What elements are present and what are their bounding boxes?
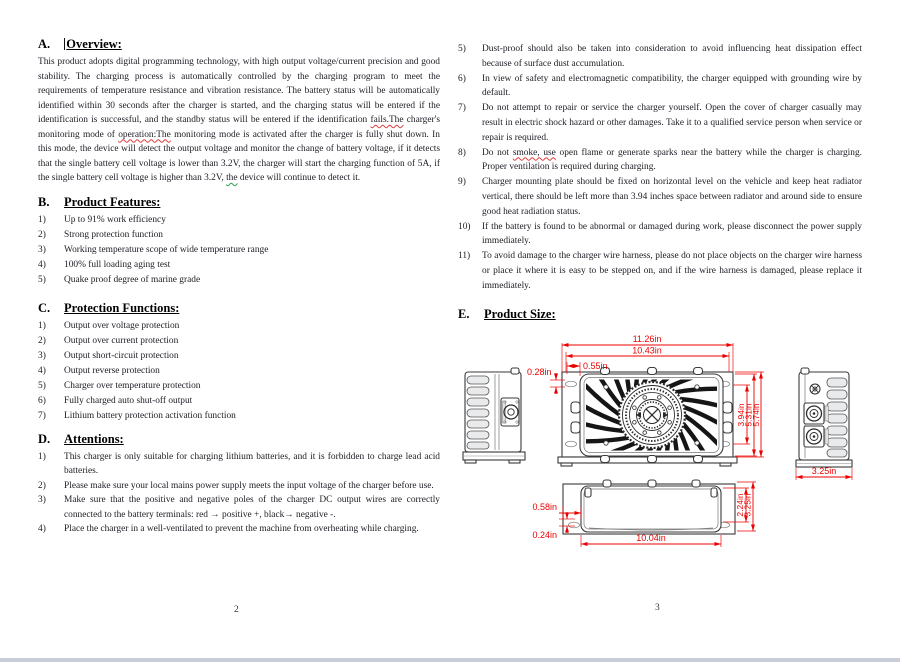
- input-connector: [804, 426, 829, 447]
- item-text: Place the charger in a well-ventilated to prevent the machine from overheating while charging.: [64, 524, 419, 534]
- list-item: [38, 450, 440, 479]
- list-item: [458, 175, 862, 219]
- item-text: Output over current protection: [64, 335, 179, 346]
- page-left: [38, 36, 440, 537]
- list-item: [38, 213, 440, 228]
- item-number: 1): [38, 214, 46, 225]
- item-number: 5): [38, 274, 46, 285]
- dim-depth: 3.25in: [811, 466, 837, 476]
- item-text: Up to 91% work efficiency: [64, 214, 166, 225]
- bottom-view: [563, 480, 735, 534]
- list-item: [458, 249, 862, 293]
- dim-top-offset: 0.55in: [583, 361, 608, 371]
- dim-bottom-width: 10.04in: [636, 533, 666, 543]
- section-title: Protection Functions:: [64, 300, 180, 315]
- section-letter: B.: [38, 194, 50, 209]
- item-number: 2): [38, 480, 46, 491]
- overview-text-misspelled: fails.The: [370, 115, 404, 125]
- list-item: [38, 349, 440, 364]
- overview-text-misspelled: operation:The: [118, 129, 171, 140]
- list-item: [38, 479, 440, 494]
- dim-bottom-height-inner: 2.24in: [735, 493, 745, 517]
- dim-bottom-offset2: 0.24in: [532, 530, 557, 540]
- product-size-drawing: [455, 322, 900, 612]
- fan-icon: [619, 382, 686, 449]
- item-text: Charger over temperature protection: [64, 380, 201, 391]
- item-text: Lithium battery protection activation function: [64, 410, 236, 421]
- section-title: Product Size:: [484, 306, 556, 321]
- dim-body-height: 5.31in: [743, 403, 754, 427]
- item-text: Do not smoke, use open flame or generate sparks near the battery while the charger is charging. Proper ventilation is required during charging.: [482, 147, 862, 173]
- item-text: Working temperature scope of wide temperature range: [64, 244, 269, 255]
- item-number: 2): [38, 229, 46, 240]
- section-letter: C.: [38, 300, 51, 315]
- item-text: Quake proof degree of marine grade: [64, 274, 201, 285]
- item-number: 6): [38, 395, 46, 406]
- continued-attentions-list: [458, 42, 862, 294]
- item-number: 6): [458, 73, 466, 84]
- list-item: [458, 220, 862, 250]
- item-text: Output over voltage protection: [64, 320, 180, 331]
- item-number: 8): [458, 147, 466, 158]
- item-number: 1): [38, 451, 46, 462]
- section-b-heading: [38, 194, 440, 210]
- list-item: [38, 258, 440, 273]
- item-number: 5): [458, 44, 466, 54]
- item-number: 10): [458, 221, 471, 232]
- item-text: Fully charged auto shut-off output: [64, 395, 193, 406]
- section-title: Product Features:: [64, 194, 161, 209]
- section-title: Overview:: [64, 36, 122, 52]
- list-item: [38, 334, 440, 349]
- item-number: 4): [38, 524, 46, 534]
- item-text: Output short-circuit protection: [64, 350, 179, 361]
- item-number: 7): [38, 410, 46, 421]
- dim-total-height: 5.74in: [751, 403, 761, 427]
- features-list: [38, 213, 440, 288]
- item-number: 1): [38, 320, 46, 331]
- section-letter: E.: [458, 306, 470, 321]
- page-number-left: 2: [234, 605, 239, 615]
- item-number: 7): [458, 103, 466, 114]
- list-item: [38, 273, 440, 288]
- item-number: 2): [38, 335, 46, 346]
- list-item: [38, 522, 440, 537]
- item-text: If the battery is found to be abnormal or damaged during work, please disconnect the power supply immediately.: [482, 221, 862, 247]
- item-text: Make sure that the positive and negative poles of the charger DC output wires are correctly connected to the battery terminals: red → positive +, black→ negative -.: [64, 495, 440, 520]
- list-item: [38, 493, 440, 522]
- list-item: [38, 243, 440, 258]
- item-text: 100% full loading aging test: [64, 259, 171, 270]
- dim-bottom-offset1: 0.58in: [532, 502, 557, 512]
- protections-list: [38, 319, 440, 424]
- item-text: In view of safety and electromagnetic compatibility, the charger equipped with grounding wire by default.: [482, 73, 862, 99]
- dim-bottom-height-outer: 3.25in: [742, 493, 753, 517]
- list-item: [458, 101, 862, 145]
- list-item: [38, 394, 440, 409]
- list-item: [38, 379, 440, 394]
- item-text: Strong protection function: [64, 229, 163, 240]
- attentions-list: [38, 450, 440, 537]
- item-number: 4): [38, 259, 46, 270]
- section-letter: D.: [38, 431, 51, 446]
- list-item: [458, 72, 862, 102]
- item-text: Please make sure your local mains power supply meets the input voltage of the charger before use.: [64, 480, 434, 491]
- dim-left-offset: 0.28in: [527, 367, 552, 377]
- section-a-heading: [38, 36, 440, 52]
- item-number: 11): [458, 251, 471, 262]
- item-text-misspelled: smoke, use: [512, 147, 556, 158]
- item-text: This charger is only suitable for charging lithium batteries, and it is forbidden to charge lead acid batteries.: [64, 451, 440, 476]
- section-d-heading: [38, 431, 440, 447]
- item-number: 3): [38, 244, 46, 255]
- item-text: Dust-proof should also be taken into consideration to avoid influencing heat dissipation effect because of surface dust accumulation.: [482, 44, 862, 69]
- section-letter: A.: [38, 37, 51, 51]
- section-c-heading: [38, 300, 440, 316]
- list-item: [38, 319, 440, 334]
- item-text: To avoid damage to the charger wire harness, please do not place objects on the charger wire harness or place it where it is easy to be stepped on, and if the wire harness is damaged, please replace it immediately.: [482, 251, 862, 291]
- dim-fan-height: 3.94in: [736, 403, 746, 427]
- item-number: 9): [458, 177, 466, 188]
- section-e-heading: [458, 306, 862, 322]
- item-number: 4): [38, 365, 46, 376]
- dim-width-inner: 10.43in: [632, 345, 662, 356]
- dim-width-outer: 11.26in: [632, 334, 662, 344]
- section-title: Attentions:: [64, 431, 124, 446]
- output-connector: [804, 403, 829, 424]
- left-side-view: [463, 368, 525, 463]
- page-edge-divider: [0, 658, 900, 662]
- item-number: 5): [38, 380, 46, 391]
- list-item: [458, 146, 862, 176]
- page-right: [458, 36, 862, 322]
- item-number: 3): [38, 495, 46, 505]
- overview-text-grammar: the: [226, 173, 238, 183]
- item-number: 3): [38, 350, 46, 361]
- right-side-view: [796, 368, 852, 480]
- list-item: [38, 228, 440, 243]
- list-item: [458, 42, 862, 72]
- item-text: Charger mounting plate should be fixed on horizontal level on the vehicle and keep heat radiator vertical, there should be left more than 3.94 inches space between radiator and around side to ensure good heat radiation status.: [482, 177, 862, 217]
- list-item: [38, 364, 440, 379]
- item-text: Output reverse protection: [64, 365, 160, 376]
- overview-text: This product adopts digital programming technology, with high output voltage/current precision and good stability. The charging process is automatically controlled by the charging program to meet the requirements of temperature resistance and vibration resistance. The battery status will be automatically identified within 30 seconds after the charger is started, and the charging status will be entered if the identification is successful, and the standby status will be entered if the identification: [38, 57, 440, 125]
- list-item: [38, 409, 440, 424]
- page-number-right: 3: [655, 603, 660, 613]
- item-text: Do not attempt to repair or service the charger yourself. Open the cover of charger casually may result in electric shock hazard or other damages. Take it to a qualified service person when service or repair is required.: [482, 103, 862, 143]
- overview-paragraph: This product adopts digital programming technology, with high output voltage/current precision and good stability. The charging process is automatically controlled by the charging program to meet the requirements of temperature resistance and vibration resistance. The battery status will be automatically identified within 30 seconds after the charger is started, and the charging status will be entered if the identification is successful, and the standby status will be entered if the identification fails.The charger's monitoring mode of operation:The monitoring mode is activated after the charger is fully shut down. In this mode, the device will detect the output voltage and monitor the change of battery voltage, if it detects that the single battery cell voltage is lower than 3.2V, the charger will start the charging function of 5A, if the single battery cell voltage is higher than 3.2V, the device will continue to detect it.: [38, 57, 440, 183]
